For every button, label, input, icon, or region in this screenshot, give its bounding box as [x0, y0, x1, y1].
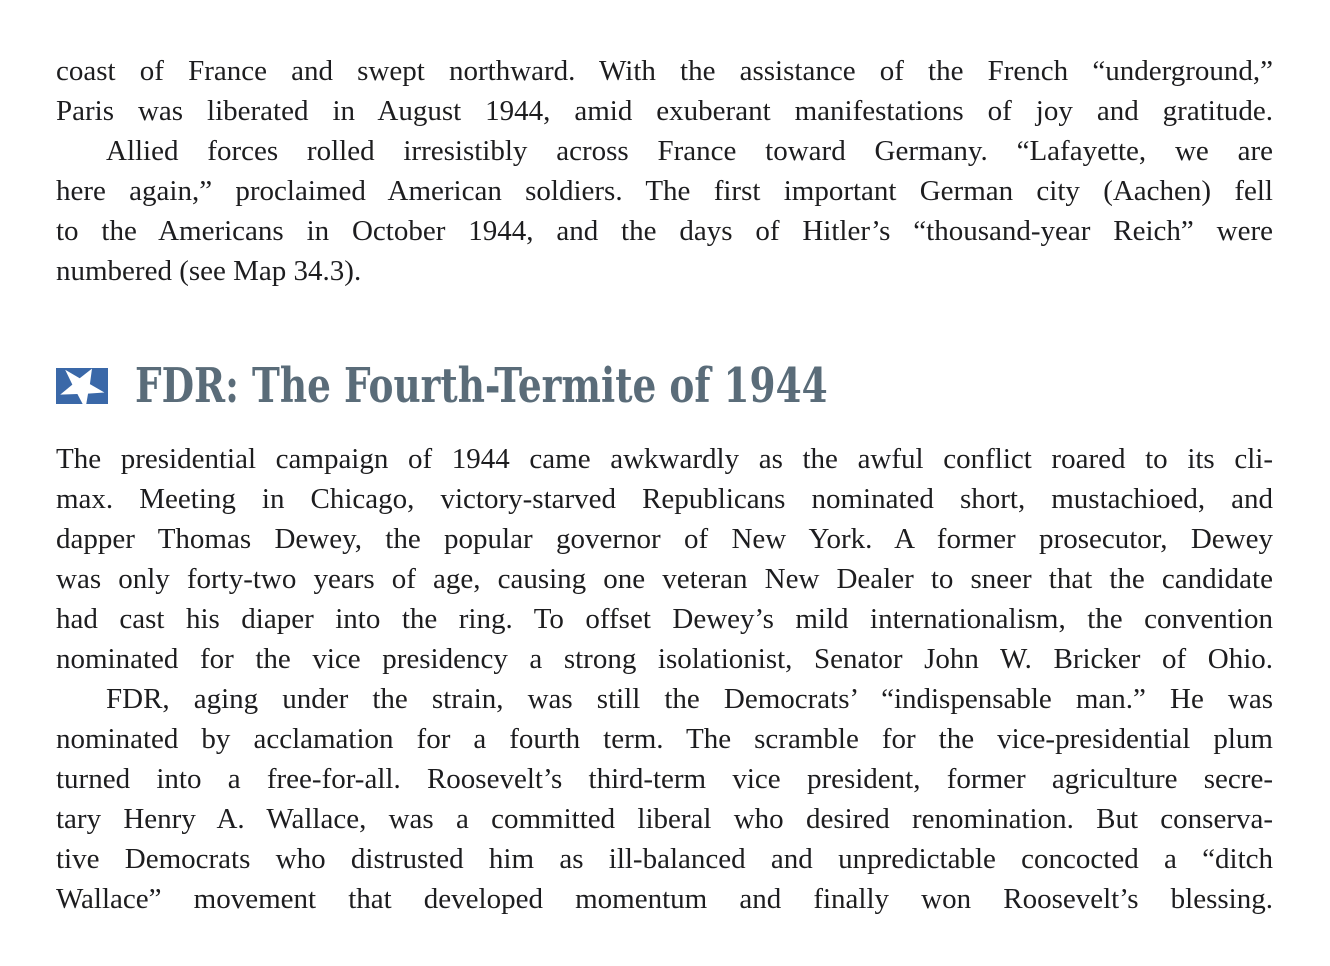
star-icon: [56, 368, 108, 404]
text-line: here again,” proclaimed American soldiers. The first important German city (Aachen) fell: [56, 175, 1273, 207]
text-line: Wallace” movement that developed momentum and finally won Roosevelt’s blessing.: [56, 883, 1273, 915]
text-line: dapper Thomas Dewey, the popular governor of New York. A former prosecutor, Dewey: [56, 523, 1273, 555]
text-line: was only forty-two years of age, causing one veteran New Dealer to sneer that the candidate: [56, 563, 1273, 595]
section-title: FDR: The Fourth-Termite of 1944: [135, 358, 828, 414]
text-line: tive Democrats who distrusted him as ill-balanced and unpredictable concocted a “ditch: [56, 843, 1273, 875]
text-line: Allied forces rolled irresistibly across France toward Germany. “Lafayette, we are: [106, 135, 1273, 167]
intro-paragraphs: [56, 51, 1273, 291]
text-line: had cast his diaper into the ring. To offset Dewey’s mild internationalism, the convention: [56, 603, 1273, 635]
text-line: max. Meeting in Chicago, victory-starved Republicans nominated short, mustachioed, and: [56, 483, 1273, 515]
text-line: FDR, aging under the strain, was still the Democrats’ “indispensable man.” He was: [106, 683, 1273, 715]
text-line: tary Henry A. Wallace, was a committed liberal who desired renomination. But conserva-: [56, 803, 1273, 835]
body-paragraphs: [56, 439, 1273, 919]
text-line: to the Americans in October 1944, and the days of Hitler’s “thousand-year Reich” were: [56, 215, 1273, 247]
section-heading: [56, 358, 1023, 414]
text-line: nominated by acclamation for a fourth term. The scramble for the vice-presidential plum: [56, 723, 1273, 755]
text-line: turned into a free-for-all. Roosevelt’s third-term vice president, former agriculture secre-: [56, 763, 1273, 795]
star-shape: [56, 368, 108, 404]
text-line: coast of France and swept northward. With the assistance of the French “underground,”: [56, 55, 1273, 87]
text-line: The presidential campaign of 1944 came awkwardly as the awful conflict roared to its cli-: [56, 443, 1273, 475]
text-line: nominated for the vice presidency a strong isolationist, Senator John W. Bricker of Ohio.: [56, 643, 1273, 675]
text-line: numbered (see Map 34.3).: [56, 255, 362, 287]
text-line: Paris was liberated in August 1944, amid exuberant manifestations of joy and gratitude.: [56, 95, 1273, 127]
